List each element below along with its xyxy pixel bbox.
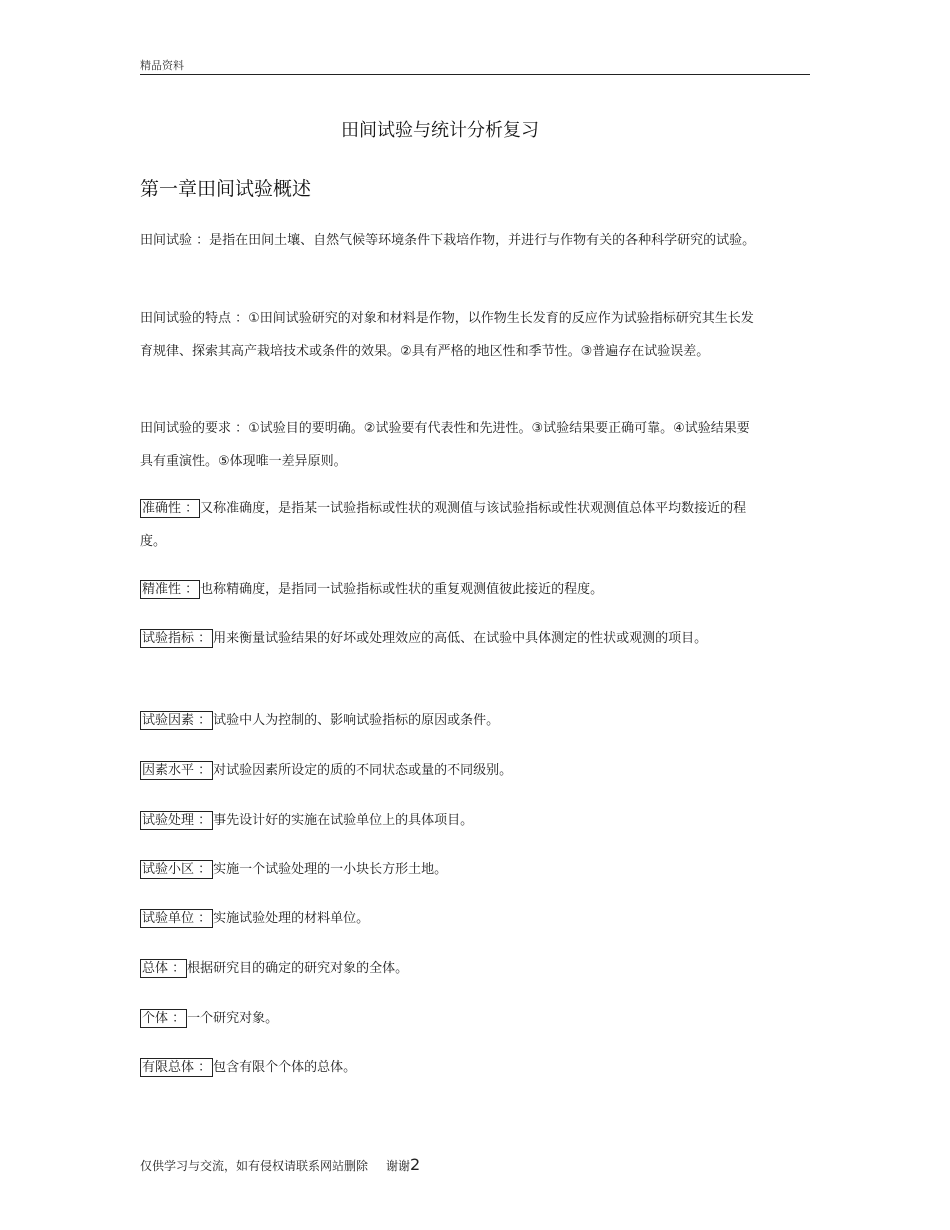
definition-paragraph (140, 1002, 760, 1035)
definition-paragraph (140, 1051, 760, 1084)
definition-paragraph (140, 952, 760, 985)
definition-paragraph (140, 412, 760, 478)
definition-text: 包含有限个个体的总体。 (213, 1060, 357, 1075)
definition-paragraph (140, 902, 760, 935)
definition-paragraph (140, 573, 760, 606)
definition-term: 试验因素 ： (142, 713, 212, 728)
definition-text: 试验中人为控制的、影响试验指标的原因或条件。 (213, 713, 500, 728)
definition-term: 试验处理 ： (142, 813, 212, 828)
definition-term: 田间试验的特点 (140, 311, 232, 326)
definition-text: ①试验目的要明确。②试验要有代表性和先进性。③试验结果要正确可靠。④试验结果要具有重演性。⑤体现唯一差异原则。 (140, 421, 750, 469)
definition-separator: ： (231, 311, 249, 326)
definition-text: 对试验因素所设定的质的不同状态或量的不同级别。 (213, 763, 513, 778)
definition-separator: ： (192, 233, 210, 248)
definition-paragraph (140, 804, 760, 837)
definition-paragraph (140, 492, 760, 558)
definition-paragraph (140, 704, 760, 737)
definition-text: 实施一个试验处理的一小块长方形土地。 (213, 862, 448, 877)
header-rule (140, 74, 810, 75)
definition-term: 田间试验的要求 (140, 421, 232, 436)
footer-text: 仅供学习与交流，如有侵权请联系网站删除 (140, 1159, 369, 1173)
definition-text: 一个研究对象。 (187, 1011, 279, 1026)
definition-text: 事先设计好的实施在试验单位上的具体项目。 (213, 813, 474, 828)
definition-text: 实施试验处理的材料单位。 (213, 911, 370, 926)
page-footer (140, 1155, 420, 1174)
definition-text: 也称精确度，是指同一试验指标或性状的重复观测值彼此接近的程度。 (200, 582, 604, 597)
chapter-heading: 第一章田间试验概述 (140, 178, 312, 200)
definition-term: 个体 ： (142, 1011, 186, 1026)
definition-text: 根据研究目的确定的研究对象的全体。 (187, 961, 409, 976)
definition-term: 因素水平 ： (142, 763, 212, 778)
definition-term: 精准性 ： (142, 582, 199, 597)
page-number: 2 (410, 1155, 421, 1174)
definition-term: 田间试验 (140, 233, 193, 248)
definition-text: ①田间试验研究的对象和材料是作物，以作物生长发育的反应作为试验指标研究其生长发育规律、探索其高产栽培技术或条件的效果。②具有严格的地区性和季节性。③普遍存在试验误差。 (140, 311, 754, 359)
definition-term: 总体 ： (142, 961, 186, 976)
definition-text: 又称准确度，是指某一试验指标或性状的观测值与该试验指标或性状观测值总体平均数接近的程度。 (140, 501, 747, 549)
definition-separator: ： (231, 421, 249, 436)
document-title: 田间试验与统计分析复习 (341, 120, 539, 141)
footer-thanks: 谢谢 (386, 1159, 411, 1173)
definition-term: 有限总体 ： (142, 1060, 212, 1075)
definition-term: 试验单位 ： (142, 911, 212, 926)
definition-paragraph (140, 622, 760, 655)
definition-paragraph (140, 224, 760, 257)
definition-term: 准确性 ： (142, 501, 199, 516)
definition-paragraph (140, 754, 760, 787)
definition-text: 用来衡量试验结果的好坏或处理效应的高低、在试验中具体测定的性状或观测的项目。 (213, 631, 708, 646)
definition-text: 是指在田间土壤、自然气候等环境条件下栽培作物，并进行与作物有关的各种科学研究的试验。 (209, 233, 756, 248)
definition-term: 试验指标 ： (142, 631, 212, 646)
definition-paragraph (140, 302, 760, 368)
definition-paragraph (140, 853, 760, 886)
definition-term: 试验小区 ： (142, 862, 212, 877)
header-label: 精品资料 (140, 59, 184, 72)
